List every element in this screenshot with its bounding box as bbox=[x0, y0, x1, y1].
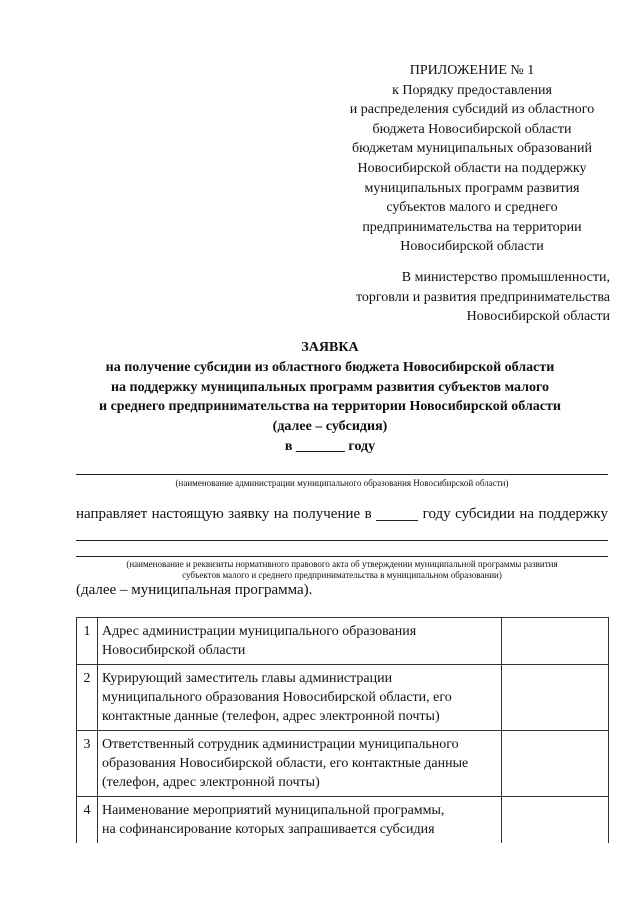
act-line-2[interactable] bbox=[76, 556, 608, 557]
title-line: на поддержку муниципальных программ развития субъектов малого bbox=[110, 379, 550, 395]
sentence-word: субсидии bbox=[455, 506, 515, 522]
row-label-line: Наименование мероприятий муниципальной программы, bbox=[102, 803, 445, 818]
row-label-line: Ответственный сотрудник администрации муниципального bbox=[102, 737, 459, 752]
row-value-cell[interactable] bbox=[502, 665, 609, 731]
row-number: 1 bbox=[77, 618, 98, 665]
row-label bbox=[98, 618, 502, 665]
year-blank[interactable] bbox=[376, 506, 418, 521]
appendix-line: Новосибирской области bbox=[400, 239, 544, 255]
table-row bbox=[77, 618, 609, 665]
row-value-cell[interactable] bbox=[502, 618, 609, 665]
act-line-1[interactable] bbox=[76, 540, 608, 541]
row-number: 2 bbox=[77, 665, 98, 731]
appendix-line: Новосибирской области на поддержку bbox=[357, 160, 587, 176]
appendix-header bbox=[330, 61, 614, 257]
administration-name-line[interactable] bbox=[76, 474, 608, 475]
act-caption-line-1: (наименование и реквизиты нормативного правового акта об утверждении муниципальной программы развития bbox=[126, 559, 558, 569]
request-table bbox=[76, 617, 609, 843]
row-value-cell[interactable] bbox=[502, 731, 609, 797]
sentence-word: году bbox=[422, 506, 451, 522]
row-number: 3 bbox=[77, 731, 98, 797]
appendix-line: бюджета Новосибирской области bbox=[372, 121, 572, 137]
title-line: в _______ году bbox=[284, 438, 376, 454]
addressee-block bbox=[356, 268, 610, 327]
title-line: (далее – субсидия) bbox=[272, 419, 388, 435]
sentence-word: направляет bbox=[76, 506, 148, 522]
row-label-line: на софинансирование которых запрашивается субсидия bbox=[102, 822, 435, 837]
sentence-word: поддержку bbox=[538, 506, 608, 522]
appendix-line: муниципальных программ развития bbox=[364, 180, 580, 196]
row-label-line: образования Новосибирской области, его контактные данные bbox=[102, 756, 469, 771]
row-number: 4 bbox=[77, 797, 98, 844]
appendix-line: ПРИЛОЖЕНИЕ № 1 bbox=[409, 63, 535, 78]
title-line: и среднего предпринимательства на территории Новосибирской области bbox=[99, 399, 561, 415]
title-line: на получение субсидии из областного бюджета Новосибирской области bbox=[105, 359, 555, 375]
appendix-line: бюджетам муниципальных образований bbox=[352, 141, 592, 157]
appendix-line: субъектов малого и среднего bbox=[386, 200, 558, 216]
appendix-line: и распределения субсидий из областного bbox=[349, 102, 595, 118]
document-title bbox=[60, 338, 600, 457]
sentence-word: на bbox=[273, 506, 289, 522]
row-label-line: Курирующий заместитель главы администрации bbox=[102, 671, 393, 686]
addressee-line: В министерство промышленности, bbox=[401, 270, 610, 285]
sentence-word: в bbox=[364, 506, 372, 522]
table-row bbox=[77, 665, 609, 731]
table-row bbox=[77, 731, 609, 797]
row-label bbox=[98, 797, 502, 844]
addressee-line: торговли и развития предпринимательства bbox=[355, 289, 610, 305]
row-label-line: (телефон, адрес электронной почты) bbox=[102, 775, 320, 790]
row-label-line: муниципального образования Новосибирской области, его bbox=[102, 690, 452, 705]
program-note: (далее – муниципальная программа). bbox=[76, 582, 313, 598]
sentence-word: на bbox=[519, 506, 535, 522]
row-label bbox=[98, 665, 502, 731]
title-heading: ЗАЯВКА bbox=[301, 340, 359, 355]
row-label-line: Новосибирской области bbox=[102, 643, 246, 658]
sentence-word: настоящую bbox=[151, 506, 224, 522]
sentence-word: получение bbox=[292, 506, 361, 522]
administration-caption: (наименование администрации муниципального образования Новосибирской области) bbox=[175, 478, 509, 488]
appendix-line: к Порядку предоставления bbox=[392, 82, 552, 98]
row-label bbox=[98, 731, 502, 797]
appendix-line: предпринимательства на территории bbox=[362, 219, 582, 235]
sentence-word: заявку bbox=[228, 506, 270, 522]
row-value-cell[interactable] bbox=[502, 797, 609, 844]
addressee-line: Новосибирской области bbox=[466, 309, 610, 324]
table-row bbox=[77, 797, 609, 844]
act-caption-line-2: субъектов малого и среднего предпринимательства в муниципальном образовании) bbox=[182, 570, 502, 580]
row-label-line: контактные данные (телефон, адрес электронной почты) bbox=[102, 709, 440, 724]
request-sentence bbox=[76, 506, 608, 523]
row-label-line: Адрес администрации муниципального образования bbox=[102, 624, 417, 639]
